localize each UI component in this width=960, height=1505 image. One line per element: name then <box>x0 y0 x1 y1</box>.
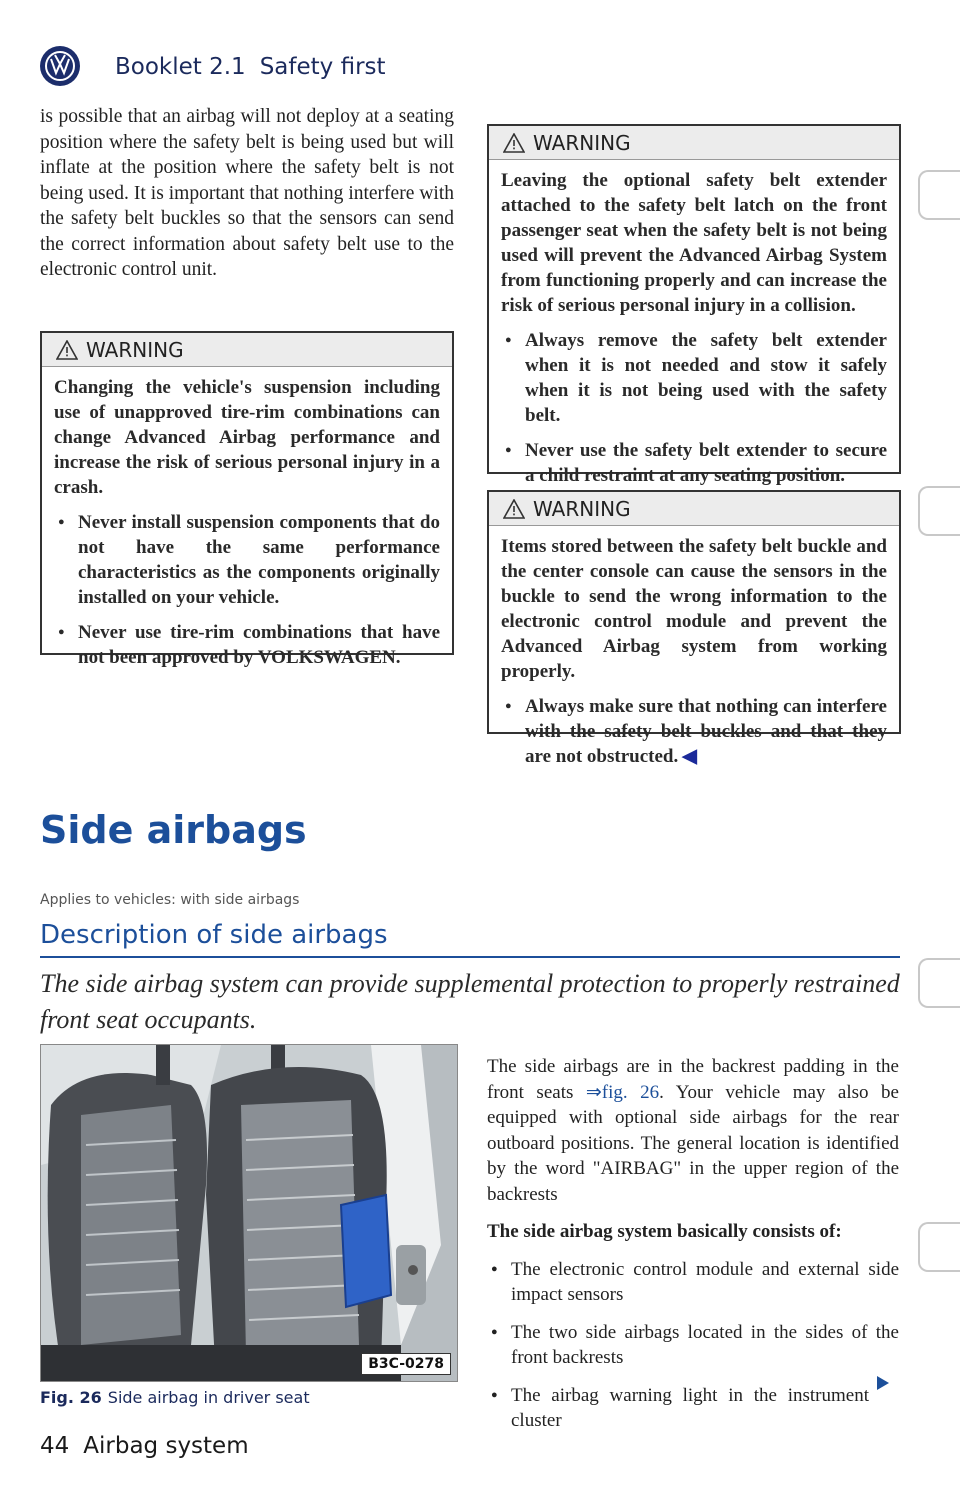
page-footer <box>40 1433 249 1459</box>
end-of-section-icon: ◀ <box>682 746 697 767</box>
warning-header <box>489 492 899 526</box>
figure-code: B3C-0278 <box>361 1353 451 1375</box>
applies-to-note: Applies to vehicles: with side airbags <box>40 892 300 908</box>
warning-box-suspension <box>40 331 454 668</box>
warning-body <box>489 526 899 777</box>
component-item: ● The airbag warning light in the instrument cluster <box>487 1383 899 1434</box>
component-item: ● The electronic control module and external side impact sensors <box>487 1257 899 1308</box>
warning-box-belt-extender <box>487 124 901 486</box>
warning-triangle-icon <box>56 340 78 360</box>
figure-number: Fig. 26 <box>40 1388 102 1407</box>
warning-bullet: ● Always remove the safety belt extender when it is not needed and stow it safely when it is not being used with the safety belt. <box>501 328 887 428</box>
left-intro: is possible that an airbag will not deploy at a seating position where the safety belt is being used but will inflate at the position where the safety belt is not being used. It is important that nothing interfere with the safety belt buckles so that the sensors can send the correct information about safety belt use to the electronic control unit. <box>40 106 454 280</box>
figure-caption <box>40 1388 310 1407</box>
warning-header <box>489 126 899 160</box>
warning-title: WARNING <box>86 337 184 362</box>
warning-text: Items stored between the safety belt buckle and the center console can cause the sensors in the buckle to send the wrong information to the electronic control module and prevent the Advanced Airbag system from working properly. <box>501 536 887 682</box>
page-number: 44 <box>40 1433 70 1459</box>
warning-triangle-icon <box>503 499 525 519</box>
figure-link[interactable]: ⇒fig. 26 <box>585 1081 660 1103</box>
warning-bullet: ● Never use tire-rim combinations that have not been approved by VOLKSWAGEN. <box>54 620 440 670</box>
warning-text: Changing the vehicle's suspension including use of unapproved tire-rim combinations can change Advanced Airbag performance and increase the risk of serious personal injury in a crash. <box>54 377 440 498</box>
warning-text: Leaving the optional safety belt extender attached to the safety belt latch on the front passenger seat when the safety belt is not being used will prevent the Advanced Airbag System from functioning properly and can increase the risk of serious personal injury in a collision. <box>501 170 887 316</box>
continue-arrow-icon[interactable] <box>876 1375 890 1391</box>
side-tab[interactable] <box>918 170 960 220</box>
chapter-title: Airbag system <box>83 1433 249 1459</box>
side-airbag-description <box>487 1054 899 1446</box>
components-lead: The side airbag system basically consists of: <box>487 1221 842 1242</box>
booklet-label: Booklet 2.1 <box>115 54 246 80</box>
section-divider <box>40 956 900 958</box>
subsection-title: Description of side airbags <box>40 920 388 950</box>
warning-bullet: ● Never install suspension components that do not have the same performance characteristics as the components originally installed on your vehicle. <box>54 510 440 610</box>
seat-illustration <box>41 1045 457 1381</box>
section-intro: The side airbag system can provide supplemental protection to properly restrained front seat occupants. <box>40 969 900 1034</box>
vw-logo-icon <box>40 46 80 86</box>
page-header <box>115 54 386 80</box>
warning-bullet: ● Never use the safety belt extender to secure a child restraint at any seating position. <box>501 438 887 488</box>
side-tab[interactable] <box>918 1222 960 1272</box>
side-tab[interactable] <box>918 958 960 1008</box>
header-title: Safety first <box>259 54 386 80</box>
warning-body <box>42 367 452 678</box>
figure-side-airbag <box>40 1044 458 1382</box>
warning-header <box>42 333 452 367</box>
side-tab[interactable] <box>918 486 960 536</box>
figure-caption-text: Side airbag in driver seat <box>107 1388 310 1407</box>
warning-title: WARNING <box>533 130 631 155</box>
warning-triangle-icon <box>503 133 525 153</box>
component-item: ● The two side airbags located in the sides of the front backrests <box>487 1320 899 1371</box>
warning-body <box>489 160 899 496</box>
warning-bullet: ● Always make sure that nothing can interfere with the safety belt buckles and that they are not obstructed. ◀ <box>501 694 887 769</box>
description-paragraph: The side airbags are in the backrest padding in the front seats ⇒fig. 26. Your vehicle may also be equipped with optional side airbags for the rear outboard positions. The general location is identified by the word "AIRBAG" in the upper region of the backrests <box>487 1056 899 1205</box>
section-title: Side airbags <box>40 808 307 852</box>
warning-title: WARNING <box>533 496 631 521</box>
warning-box-buckle <box>487 490 901 767</box>
